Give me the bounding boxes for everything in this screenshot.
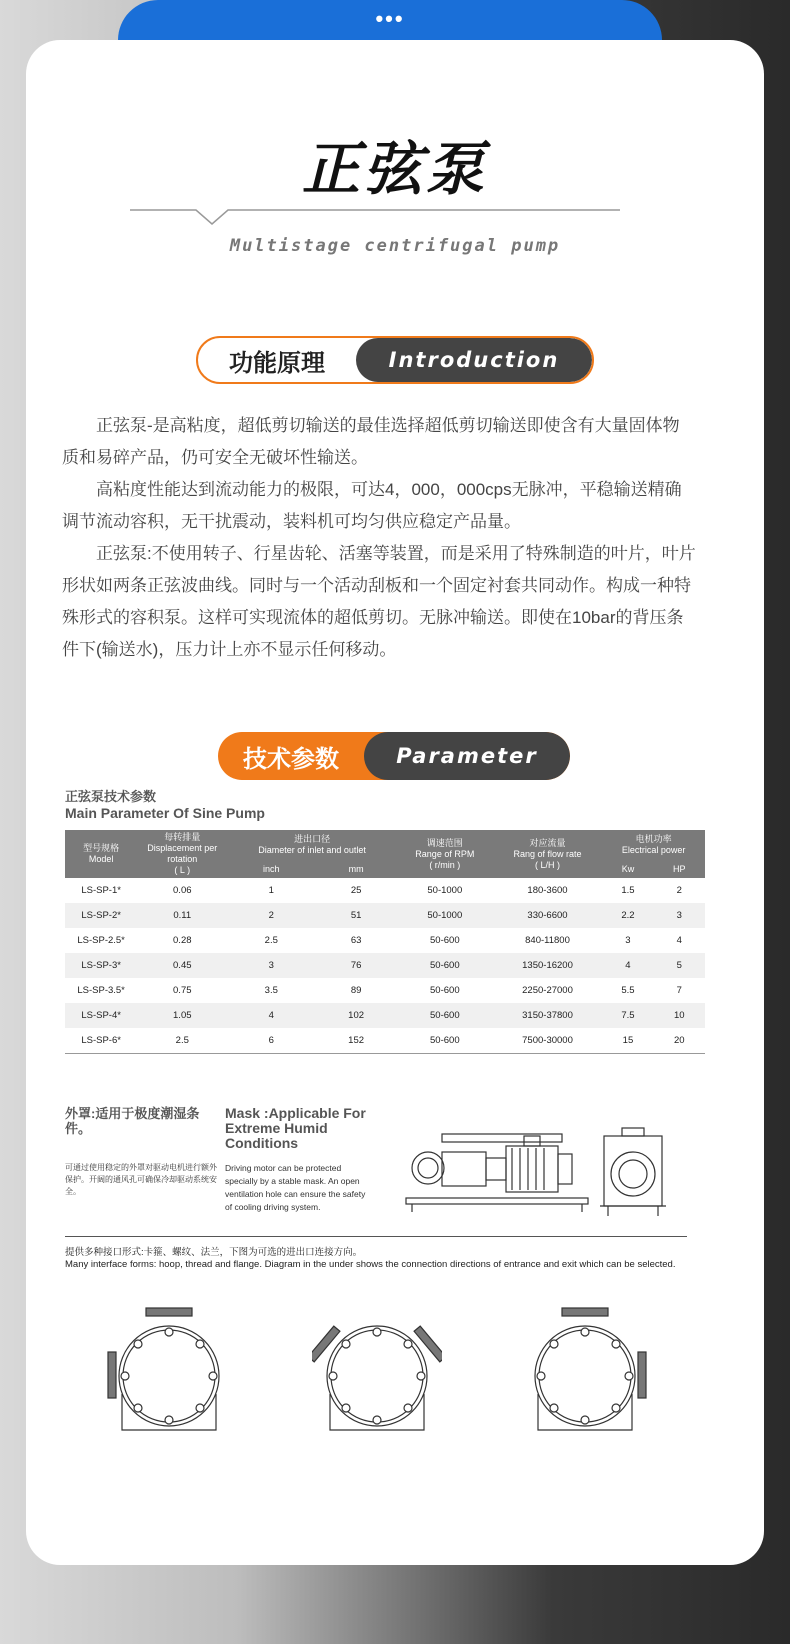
section-divider — [65, 1236, 687, 1237]
page-subtitle: Multistage centrifugal pump — [229, 236, 561, 256]
cell: 50-600 — [430, 985, 460, 996]
connection-diagram-top-right — [520, 1304, 650, 1436]
interface-text-cn: 提供多种接口形式:卡箍、螺纹、法兰，下图为可选的进出口连接方向。 — [65, 1247, 363, 1258]
cell: 1350-16200 — [493, 953, 603, 978]
header-hp: HP — [654, 860, 705, 878]
cell: 10 — [654, 1003, 705, 1028]
cell: 5.5 — [621, 985, 635, 996]
cell: 7500-30000 — [493, 1028, 603, 1053]
cell-model: LS-SP-6* — [65, 1028, 137, 1053]
cell: 0.11 — [137, 903, 227, 928]
header-rpm: 调速范围 Range of RPM ( r/min ) — [397, 830, 493, 878]
introduction-label-cn: 功能原理 — [229, 349, 325, 377]
header-kw: Kw — [602, 860, 653, 878]
cell: 4 — [227, 1003, 315, 1028]
cell: 5 — [654, 953, 705, 978]
cell: 2250-27000 — [522, 985, 573, 996]
cell: 3150-37800 — [493, 1003, 603, 1028]
cell-model: LS-SP-4* — [65, 1003, 137, 1028]
header-model: 型号规格 Model — [65, 830, 137, 878]
cell: 50-1000 — [427, 885, 463, 896]
header-power: 电机功率 Electrical power — [602, 830, 705, 860]
cell: 89 — [350, 985, 362, 996]
cell: 840-11800 — [525, 935, 570, 946]
header-flow: 对应流量 Rang of flow rate ( L/H ) — [493, 830, 603, 878]
table-title-en: Main Parameter Of Sine Pump — [65, 805, 265, 821]
cell: 50-600 — [430, 935, 460, 946]
header-diameter: 进出口径 Diameter of inlet and outlet — [227, 830, 397, 860]
more-dots-icon: ••• — [375, 6, 405, 31]
parameter-label-cn: 技术参数 — [243, 745, 339, 773]
cell: 15 — [602, 1028, 653, 1053]
cell: 1.05 — [137, 1003, 227, 1028]
cell: 2 — [676, 885, 682, 896]
cell: 102 — [315, 1003, 397, 1028]
intro-paragraph: 正弦泵:不使用转子、行星齿轮、活塞等装置，而是采用了特殊制造的叶片，叶片形状如两条正弦波曲线。同时与一个活动刮板和一个固定衬套共同动作。构成一种特殊形式的容积泵。这样可实现流体的超低剪切。无脉冲输送。即使在10bar的背压条件下(输送水)，压力计上亦不显示任何移动。 — [62, 544, 696, 659]
mask-desc-cn: 可通过使用稳定的外罩对驱动电机进行额外保护。开阔的通风孔可确保冷却驱动系统安全。 — [65, 1163, 217, 1196]
header-displacement: 每转排量 Displacement per rotation ( L ) — [137, 830, 227, 878]
cell: 0.45 — [137, 953, 227, 978]
cell: 7 — [676, 985, 682, 996]
cell: 50-600 — [397, 1028, 493, 1053]
cell-model: LS-SP-2* — [65, 903, 137, 928]
cell: 6 — [227, 1028, 315, 1053]
cell: 2.5 — [137, 1028, 227, 1053]
pump-side-view-drawing — [402, 1120, 592, 1220]
cell-model: LS-SP-3* — [65, 953, 137, 978]
interface-text-en: Many interface forms: hoop, thread and flange. Diagram in the under shows the connection directions of entrance and exit which can be selected. — [65, 1259, 676, 1270]
cell: 7.5 — [602, 1003, 653, 1028]
cell: 25 — [350, 885, 362, 896]
cell: 3.5 — [264, 985, 278, 996]
cell: 50-600 — [397, 1003, 493, 1028]
cell: 76 — [315, 953, 397, 978]
cell: 0.06 — [173, 885, 192, 896]
table-row — [65, 978, 705, 1003]
cell: 4 — [676, 935, 682, 946]
content-card — [26, 40, 764, 1565]
cell-model: LS-SP-3.5* — [77, 985, 125, 996]
intro-paragraph: 高粘度性能达到流动能力的极限，可达4，000，000cps无脉冲，平稳输送精确调节流动容积，无干扰震动，装料机可均匀供应稳定产品量。 — [62, 480, 682, 531]
table-row — [65, 928, 705, 953]
cell: 20 — [654, 1028, 705, 1053]
title-divider — [130, 208, 620, 228]
introduction-heading — [196, 336, 594, 384]
table-row — [65, 953, 705, 978]
cell: 0.75 — [173, 985, 192, 996]
cell: 330-6600 — [493, 903, 603, 928]
cell-model: LS-SP-2.5* — [77, 935, 125, 946]
table-row — [65, 1003, 705, 1028]
pump-front-view-drawing — [598, 1126, 668, 1222]
cell: 1.5 — [621, 885, 635, 896]
parameter-heading — [218, 732, 570, 780]
cell-model: LS-SP-1* — [81, 885, 121, 896]
cell: 3 — [227, 953, 315, 978]
intro-paragraph: 正弦泵-是高粘度，超低剪切输送的最佳选择超低剪切输送即使含有大量固体物质和易碎产品，仍可安全无破坏性输送。 — [62, 416, 680, 467]
cell: 0.28 — [173, 935, 192, 946]
table-row — [65, 1028, 705, 1053]
cell: 50-600 — [397, 953, 493, 978]
cell: 4 — [602, 953, 653, 978]
parameter-table — [65, 830, 705, 1054]
table-title-cn: 正弦泵技术参数 — [65, 789, 157, 804]
mask-title-en: Mask :Applicable For Extreme Humid Conditions — [225, 1105, 366, 1151]
header-inch: inch — [227, 860, 315, 878]
introduction-label-en: Introduction — [356, 338, 592, 382]
connection-diagram-top-angled — [312, 1304, 442, 1436]
parameter-label-en: Parameter — [364, 732, 570, 780]
mask-title-cn: 外罩:适用于极度潮湿条件。 — [65, 1106, 200, 1136]
cell: 2 — [227, 903, 315, 928]
page-title: 正弦泵 — [301, 135, 488, 203]
connection-diagram-top-left — [104, 1304, 234, 1436]
table-row — [65, 878, 705, 903]
cell: 2.5 — [264, 935, 278, 946]
cell: 152 — [315, 1028, 397, 1053]
table-row — [65, 903, 705, 928]
cell: 180-3600 — [527, 885, 568, 896]
header-mm: mm — [315, 860, 397, 878]
cell: 3 — [625, 935, 631, 946]
introduction-text — [62, 410, 696, 666]
cell: 2.2 — [602, 903, 653, 928]
cell: 51 — [315, 903, 397, 928]
cell: 63 — [350, 935, 362, 946]
cell: 1 — [268, 885, 274, 896]
cell: 3 — [654, 903, 705, 928]
cell: 50-1000 — [397, 903, 493, 928]
mask-desc-en: Driving motor can be protected specially by a stable mask. An open ventilation hole can ensure the safety of cooling driving system. — [225, 1163, 366, 1212]
